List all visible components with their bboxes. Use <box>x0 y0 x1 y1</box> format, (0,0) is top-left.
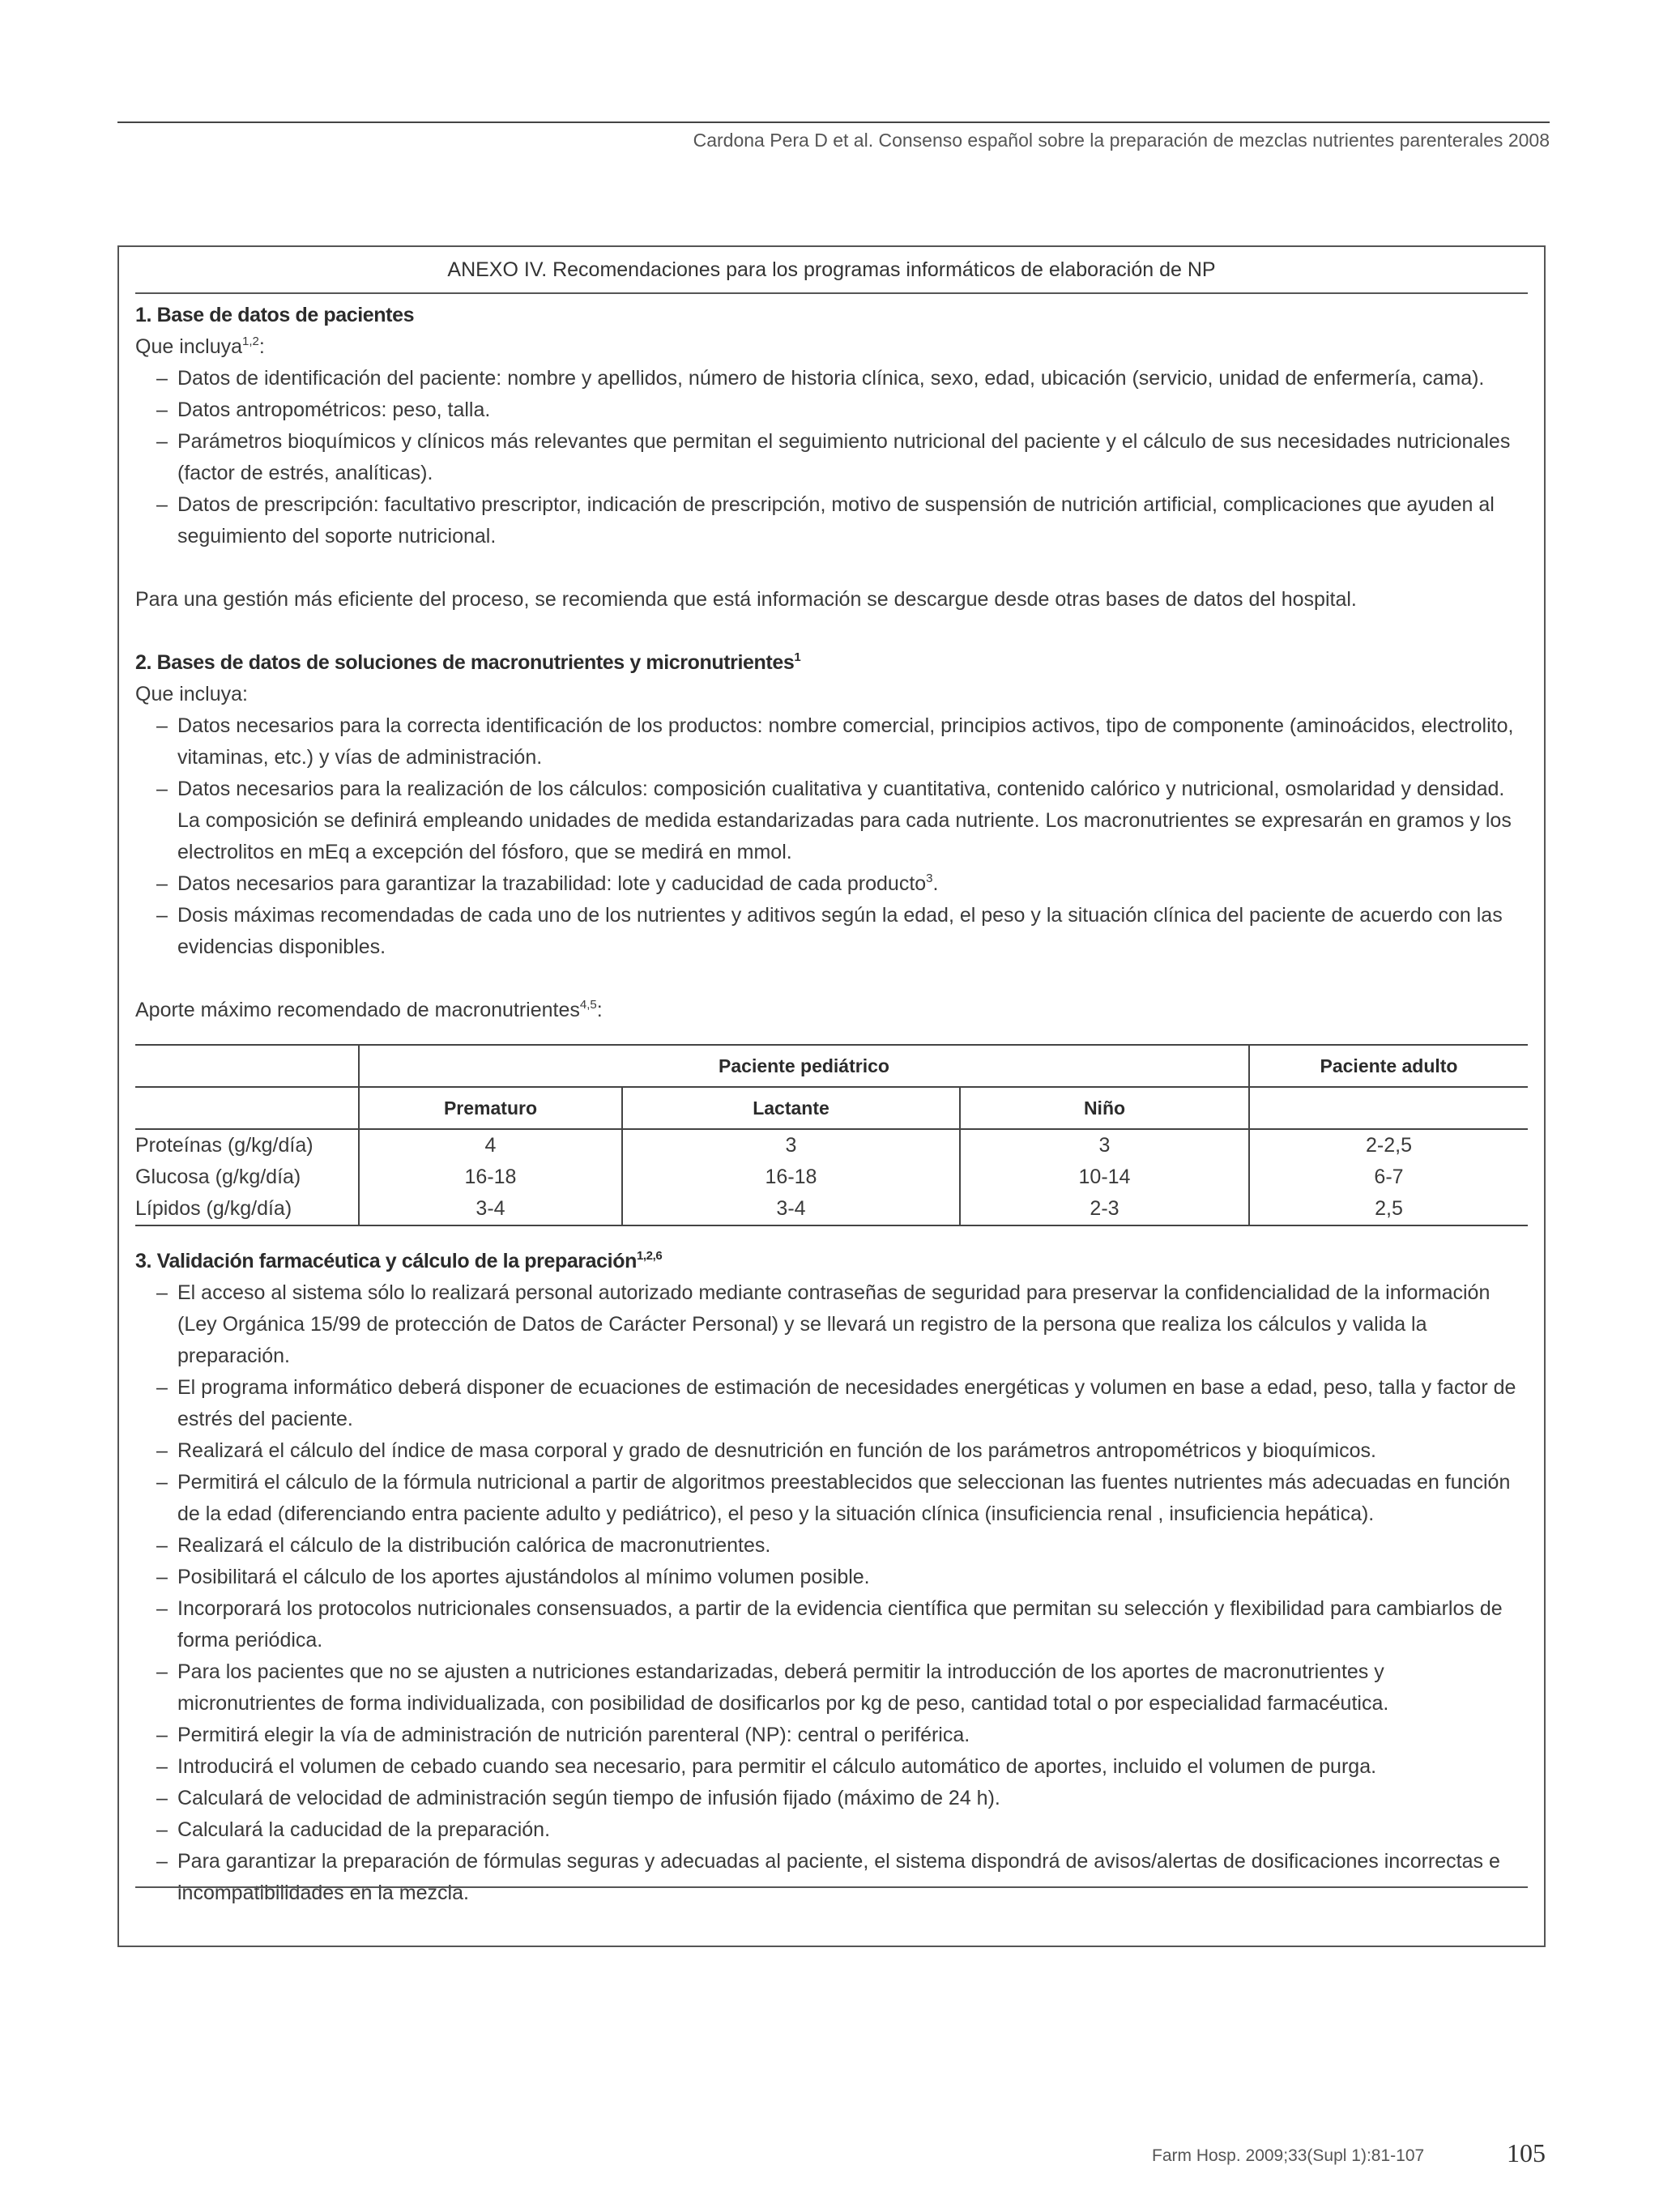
table-row <box>135 1193 1528 1225</box>
macronutrient-table <box>135 1044 1528 1226</box>
section-2-title: 2. Bases de datos de soluciones de macronutrientes y micronutrientes$^1$ <box>135 650 801 674</box>
table-subheader-row <box>135 1087 1528 1129</box>
section-2-intro: Que incluya: <box>135 683 248 705</box>
section-1-list <box>135 363 1528 552</box>
table-cell: 4 <box>359 1129 622 1161</box>
table-row <box>135 1129 1528 1161</box>
table-cell: 3-4 <box>622 1193 960 1225</box>
list-item: – Datos de prescripción: facultativo prescriptor, indicación de prescripción, motivo de suspensión de nutrición artificial, complicaciones que ayuden al seguimiento del soporte nutricional. <box>135 489 1528 552</box>
row-label: Proteínas (g/kg/día) <box>135 1134 313 1157</box>
list-item: – Incorporará los protocolos nutricionales consensuados, a partir de la evidencia científica que permitan su selección y flexibilidad para cambiarlos de forma periódica. <box>135 1593 1528 1656</box>
table-cell: 3-4 <box>359 1193 622 1225</box>
section-2-list <box>135 710 1528 963</box>
subheader-lactante: Lactante <box>622 1087 960 1129</box>
list-item: – El programa informático deberá disponer de ecuaciones de estimación de necesidades energéticas y volumen en base a edad, peso, talla y factor de estrés del paciente. <box>135 1372 1528 1435</box>
footer-page-number: 105 <box>1507 2138 1546 2167</box>
annex-bottom-rule <box>135 1886 1528 1888</box>
header-pediatric: Paciente pediátrico <box>359 1045 1249 1087</box>
list-item: – Datos necesarios para garantizar la trazabilidad: lote y caducidad de cada producto$^3$. <box>135 868 1528 900</box>
footer-journal-citation: Farm Hosp. 2009;33(Supl 1):81-107 <box>1152 2146 1425 2165</box>
table-cell: 2,5 <box>1249 1193 1528 1225</box>
row-label: Glucosa (g/kg/día) <box>135 1166 301 1188</box>
table-cell: 16-18 <box>622 1161 960 1193</box>
subheader-nino: Niño <box>960 1087 1249 1129</box>
list-item: – Introducirá el volumen de cebado cuando sea necesario, para permitir el cálculo automático de aportes, incluido el volumen de purga. <box>135 1751 1528 1783</box>
header-adult: Paciente adulto <box>1249 1045 1528 1087</box>
list-item: – Parámetros bioquímicos y clínicos más relevantes que permitan el seguimiento nutricional del paciente y el cálculo de sus necesidades nutricionales (factor de estrés, analíticas). <box>135 426 1528 489</box>
section-1-note: Para una gestión más eficiente del proceso, se recomienda que está información se descargue desde otras bases de datos del hospital. <box>135 588 1357 611</box>
list-item: – Posibilitará el cálculo de los aportes ajustándolos al mínimo volumen posible. <box>135 1562 1528 1593</box>
table-cell: 16-18 <box>359 1161 622 1193</box>
table-caption: Aporte máximo recomendado de macronutrientes$^{4,5}$: <box>135 998 603 1021</box>
list-item: – Datos necesarios para la realización de los cálculos: composición cualitativa y cuantitativa, contenido calórico y nutricional, osmolaridad y densidad. La composición se definirá empleando unidades de medida estandarizadas para cada nutriente. Los macronutrientes se expresarán en gramos y los electrolitos en mEq a excepción del fósforo, que se medirá en mmol. <box>135 774 1528 868</box>
table-cell: 3 <box>960 1129 1249 1161</box>
table-cell: 3 <box>622 1129 960 1161</box>
section-3-list <box>135 1277 1528 1909</box>
header-rule <box>117 121 1550 123</box>
annex-title: ANEXO IV. Recomendaciones para los programas informáticos de elaboración de NP <box>447 258 1216 281</box>
list-item: – Para garantizar la preparación de fórmulas seguras y adecuadas al paciente, el sistema dispondrá de avisos/alertas de dosificaciones incorrectas e incompatibilidades en la mezcla. <box>135 1846 1528 1909</box>
section-1-intro: Que incluya$^{1,2}$: <box>135 335 265 358</box>
list-item: – El acceso al sistema sólo lo realizará personal autorizado mediante contraseñas de seguridad para preservar la confidencialidad de la información (Ley Orgánica 15/99 de protección de Datos de Carácter Personal) y se llevará un registro de la persona que realiza los cálculos y valida la preparación. <box>135 1277 1528 1372</box>
list-item: – Calculará de velocidad de administración según tiempo de infusión fijado (máximo de 24 h). <box>135 1783 1528 1814</box>
list-item: – Permitirá elegir la vía de administración de nutrición parenteral (NP): central o periférica. <box>135 1720 1528 1751</box>
list-item: – Dosis máximas recomendadas de cada uno de los nutrientes y aditivos según la edad, el peso y la situación clínica del paciente de acuerdo con las evidencias disponibles. <box>135 900 1528 963</box>
list-item: – Realizará el cálculo del índice de masa corporal y grado de desnutrición en función de los parámetros antropométricos y bioquímicos. <box>135 1435 1528 1467</box>
list-item: – Realizará el cálculo de la distribución calórica de macronutrientes. <box>135 1530 1528 1562</box>
running-header: Cardona Pera D et al. Consenso español sobre la preparación de mezclas nutrientes parenterales 2008 <box>693 130 1550 151</box>
list-item: – Calculará la caducidad de la preparación. <box>135 1814 1528 1846</box>
list-item: – Datos antropométricos: peso, talla. <box>135 394 1528 426</box>
table-cell: 2-2,5 <box>1249 1129 1528 1161</box>
section-3-title: 3. Validación farmacéutica y cálculo de la preparación$^{1,2,6}$ <box>135 1249 663 1272</box>
annex-content <box>135 300 1528 1909</box>
list-item: – Permitirá el cálculo de la fórmula nutricional a partir de algoritmos preestablecidos que seleccionan las fuentes nutrientes más adecuadas en función de la edad (diferenciando entra paciente adulto y pediátrico), el peso y la situación clínica (insuficiencia renal , insuficiencia hepática). <box>135 1467 1528 1530</box>
annex-title-rule <box>135 292 1528 294</box>
table-cell: 2-3 <box>960 1193 1249 1225</box>
annex-box <box>117 245 1546 1947</box>
table-row <box>135 1161 1528 1193</box>
table-cell: 6-7 <box>1249 1161 1528 1193</box>
list-item: – Datos de identificación del paciente: nombre y apellidos, número de historia clínica, sexo, edad, ubicación (servicio, unidad de enfermería, cama). <box>135 363 1528 394</box>
section-1-title: 1. Base de datos de pacientes <box>135 304 415 326</box>
table-cell: 10-14 <box>960 1161 1249 1193</box>
row-label: Lípidos (g/kg/día) <box>135 1193 359 1225</box>
list-item: – Datos necesarios para la correcta identificación de los productos: nombre comercial, principios activos, tipo de componente (aminoácidos, electrolito, vitaminas, etc.) y vías de administración. <box>135 710 1528 774</box>
table-header-row <box>135 1045 1528 1087</box>
subheader-prematuro: Prematuro <box>359 1087 622 1129</box>
list-item: – Para los pacientes que no se ajusten a nutriciones estandarizadas, deberá permitir la introducción de los aportes de macronutrientes y micronutrientes de forma individualizada, con posibilidad de dosificarlos por kg de peso, cantidad total o por especialidad farmacéutica. <box>135 1656 1528 1720</box>
